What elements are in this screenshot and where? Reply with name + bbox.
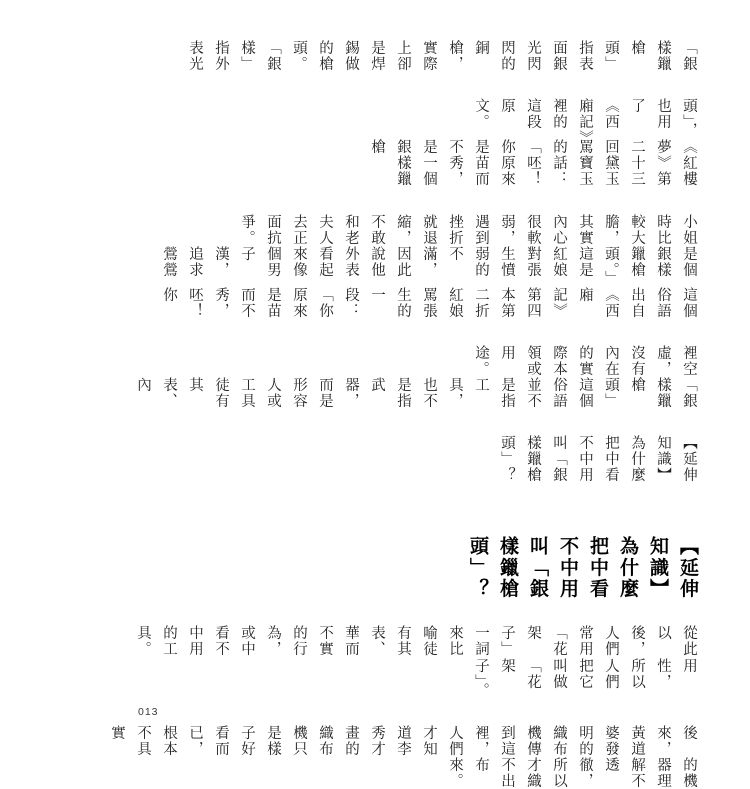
text-column-4: 從此以後，人們常用「花架子」一詞來比喻徒有其表、華而不實的行為，或中看不中用的工具。 — [135, 625, 697, 658]
text-column-12: 頭」，也用了《西廂記》裡的這段原文。 — [473, 98, 697, 140]
text-column-11: 《紅樓夢》第二十三回黛玉罵寶玉的話：「呸！你原來是苗而不秀，是一個銀樣鑞槍 — [369, 139, 697, 188]
text-column-9: 是個銀樣鑞槍頭。」這是紅娘對張生憤弱的不滿，因此說他外表看起來像個男子漢，追求鶯鶯 — [161, 245, 697, 287]
page-number: 013 — [138, 706, 159, 718]
text-column-10: 小姐時比較大膽，其實內心很軟弱，遇到挫折就退縮，不敢和老夫人去正面抗爭。 — [239, 213, 697, 246]
text-column-3: 用性，所以人們把它叫做「花架子」。 — [473, 657, 697, 699]
text-column-2: 後來，黃道婆發明的織布機傳到這裡，人們才知道李秀才畫的織布機只是樣子好看而已，根本不具實 — [109, 724, 697, 757]
text-column-1: 的機器理解不透徹，所以才織不出布來。 — [447, 756, 697, 789]
text-column-13: 「銀樣鑞槍頭」指表面銀光閃閃的銅槍，實際上卻是焊錫做的槍頭。「銀樣」指外表光 — [187, 40, 697, 73]
text-column-5: 【延伸知識】為什麼把中看不中用叫「銀樣鑞槍頭」？ — [499, 435, 697, 484]
text-column-6: 「銀樣鑞槍頭」這個俗語並不是指工具，也不是指武器，而是形容人或工具徒有其表、內 — [135, 377, 697, 410]
text-column-7: 裡空虛，沒有內在的實際本領或用途。 — [473, 345, 697, 378]
text-column-8: 這個俗語出自《西廂記》第四本第二折紅娘罵張生的一段：「你原來是苗而不秀，呸！你 — [161, 286, 697, 320]
section-heading: 【延伸知識】為什麼把中看不中用叫「銀樣鑞槍頭」？ — [467, 535, 698, 600]
